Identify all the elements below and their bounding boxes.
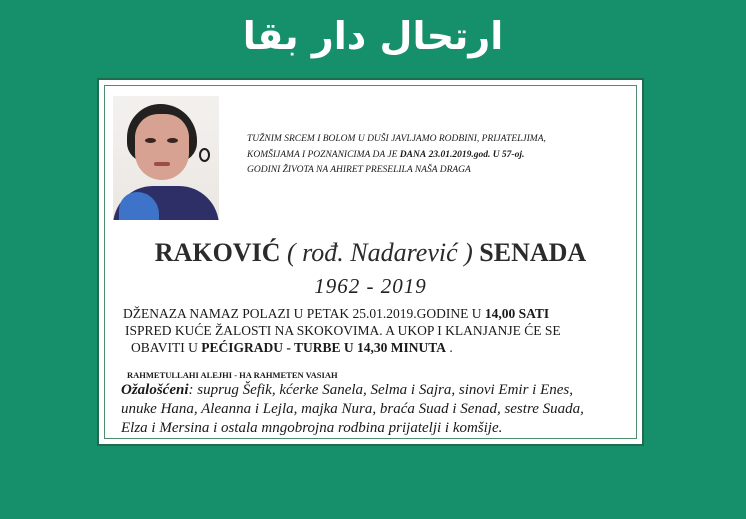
deceased-photo: [113, 96, 219, 220]
surname: RAKOVIĆ: [154, 238, 281, 267]
announcement-text: [247, 132, 587, 179]
mourners-list: [121, 381, 641, 438]
arabic-header-title: ارتحال دار بقا: [242, 14, 504, 58]
funeral-line-2: ISPRED KUĆE ŽALOSTI NA SKOKOVIMA. A UKOP I KLANJANJE ĆE SE: [125, 323, 561, 338]
mourners-line-3: Elza i Mersina i ostala mngobrojna rodbina prijatelji i komšije.: [121, 420, 503, 436]
mourners-label: Ožalošćeni: [121, 382, 189, 398]
funeral-details: [123, 305, 623, 356]
first-name: SENADA: [479, 238, 587, 267]
mourners-line-1: Ožalošćeni: suprug Šefik, kćerke Sanela, Selma i Sajra, sinovi Emir i Enes,: [121, 382, 574, 398]
maiden-name: ( rođ. Nadarević ): [286, 238, 473, 267]
deceased-name: [99, 238, 642, 268]
funeral-line-3: OBAVITI U PEĆIGRADU - TURBE U 14,30 MINUTA .: [131, 340, 453, 355]
prayer-line: RAHMETULLAHI ALEJHI - HA RAHMETEN VASIAH: [127, 370, 338, 380]
announcement-line-2: KOMŠIJAMA I POZNANICIMA DA JE DANA 23.01.2019.god. U 57-oj.: [247, 149, 525, 160]
announcement-line-1: TUŽNIM SRCEM I BOLOM U DUŠI JAVLJAMO RODBINI, PRIJATELJIMA,: [247, 134, 546, 144]
funeral-line-1: DŽENAZA NAMAZ POLAZI U PETAK 25.01.2019.GODINE U 14,00 SATI: [123, 306, 550, 321]
obituary-card: [97, 78, 644, 446]
announcement-line-3: GODINI ŽIVOTA NA AHIRET PRESELILA NAŠA DRAGA: [247, 165, 471, 175]
life-years: 1962 - 2019: [314, 274, 427, 298]
mourners-line-2: unuke Hana, Aleanna i Lejla, majka Nura, braća Suad i Senad, sestre Suada,: [121, 401, 584, 417]
